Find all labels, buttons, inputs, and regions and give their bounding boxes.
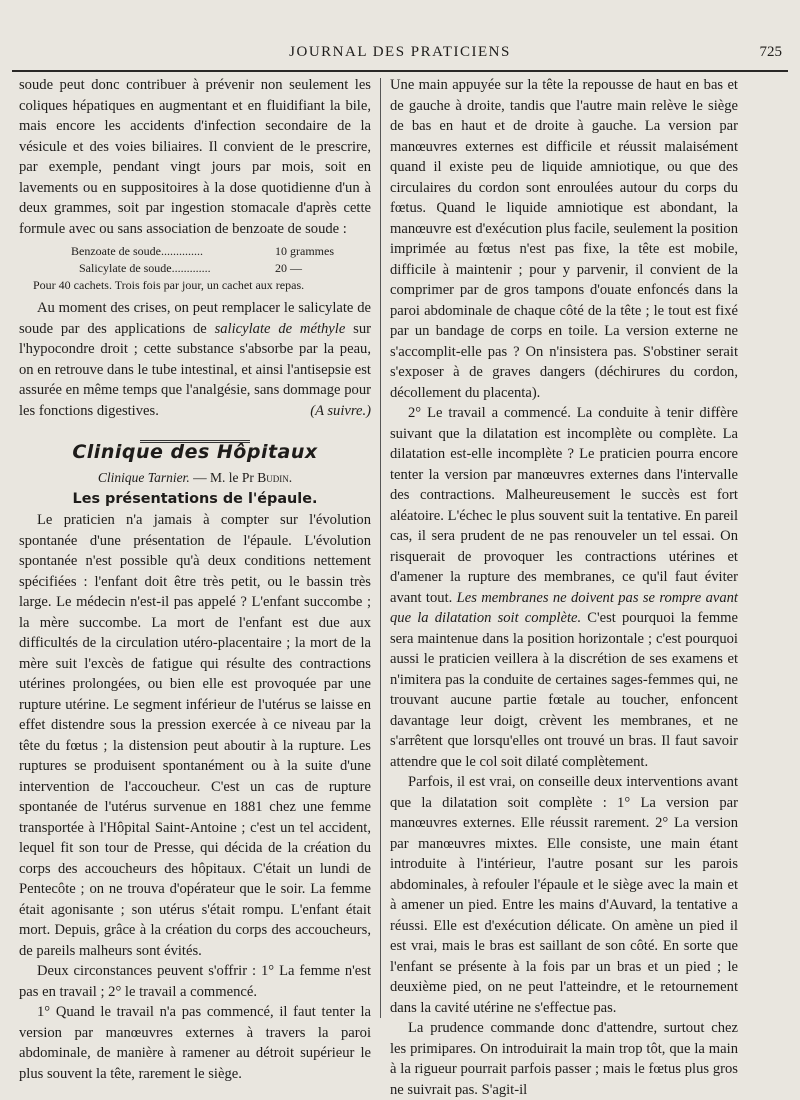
text-run: C'est pourquoi la femme sera maintenue dans la position horizontale ; c'est pourquoi aussi le praticien veillera à la discrétion de ses examens et n'imitera pas la conduite de certaines sages-femmes qui, ne trouvant aucune partie fœtale au toucher, enfoncent davantage leur doigt, crèvent les membranes, et ne s'arrêtent que lorsqu'elles ont trouvé un bras. Il faut savoir attendre que le col soit dilaté complètement.	[390, 610, 738, 770]
running-head	[0, 44, 800, 66]
paragraph-interventions: Parfois, il est vrai, on conseille deux interventions avant que la dilatation soit complète : 1° La version par manœuvres externes. Elle réussit rarement. 2° La version par manœuvres mixtes. Elle consiste, une main étant introduite à l'intérieur, l'autre posant sur les parois abdominales, à refouler l'épaule et le siège avec la main et à amener un pied. Entre les mains d'Auvard, la tentative a réussi. Elle est d'exécution délicate. On amène un pied il est vrai, mais le bras est saillant de son côté. En sorte que l'enfant se présente à la fois par un bras et un pied ; le deuxième pied, on ne peut l'atteindre, et le retournement dans la cavité utérine ne s'effectue pas.	[390, 774, 738, 1016]
byline	[19, 467, 371, 489]
left-column	[19, 75, 371, 1084]
text-run: Au moment des crises, on peut remplacer le salicylate de soude par des applications de	[19, 300, 371, 337]
formula-row-benzoate	[19, 243, 371, 260]
formula-row-salicylate	[19, 260, 371, 277]
to-be-continued: (A suivre.)	[310, 402, 371, 419]
paragraph-travail-pas-commence: 1° Quand le travail n'a pas commencé, il faut tenter la version par manœuvres externes à travers la paroi abdominale, de manière à ramener au détroit supérieur le plus souvent la tête, rarement le siège.	[19, 1004, 371, 1082]
article-subtitle: Les présentations de l'épaule.	[72, 491, 318, 507]
paragraph-evolution: Le praticien n'a jamais à compter sur l'évolution spontanée d'une présentation de l'épaule. L'évolution spontanée n'est possible qu'à deux conditions nettement spécifiées : l'enfant doit être très petit, ou le bassin très large. Le médecin n'est-il pas appelé ? L'enfant succombe ; la mère succombe. La mort de l'enfant est due aux difficultés de la circulation utéro-placentaire ; la mort de la mère suit l'excès de fatigue qui résulte des contractions utérines prolongées, ou bien elle est provoquée par une rupture utérine. Le segment inférieur de l'utérus se laisse en effet distendre sous la pression exercée à ce niveau par la tête du fœtus ; la distension peut aboutir à la rupture. Les ruptures se produisent spontanément ou à la suite d'une intervention de l'accoucheur. C'est un cas de rupture spontanée de l'utérus survenue en 1881 chez une femme transportée à l'Hôpital Saint-Antoine ; c'est un tel accident, lequel fit son tour de Presse, qui décida de la création du corps des accoucheurs des hôpitaux. C'était un lundi de Pentecôte ; on ne trouva d'opérateur que le soir. La femme était agonisante ; son utérus s'était rompu. L'enfant était mort. Depuis, grâce à la création du corps des accoucheurs, de pareils malheurs sont évités.	[19, 512, 371, 959]
clinic-name: Clinique Tarnier.	[97, 470, 190, 485]
paragraph-version-externe: Une main appuyée sur la tête la repousse de haut en bas et de gauche à droite, tandis que l'autre main relève le siège de bas en haut et de droite à gauche. La version par manœuvres externes est difficile et réussit malaisément quand il existe peu de liquide amniotique, ou que des circulaires du cordon sont enroulées autour du corps du fœtus. Quand le liquide amniotique est abondant, la manœuvre est d'exécution plus facile, seulement la position imprimée au fœtus n'est pas fixe, la tête est mobile, difficile à maintenir ; pour y parvenir, il convient de la comprimer par de gros tampons d'ouate enfoncés dans la paroi abdominale de chaque côté de la tête ; le tout est fixé par un bandage de corps en toile. La version externe ne s'accomplit-elle pas ? On n'insistera pas. S'obstiner serait s'exposer à de graves dangers (déchirures du cordon, décollement du placenta).	[390, 77, 738, 401]
header-rule	[12, 70, 788, 72]
prescription-formula	[19, 243, 371, 294]
formula-instructions: Pour 40 cachets. Trois fois par jour, un cachet aux repas.	[33, 278, 305, 292]
paragraph-circumstances: Deux circonstances peuvent s'offrir : 1° La femme n'est pas en travail ; 2° le travail a commencé.	[19, 963, 371, 1000]
formula-ingredient: Salicylate de soude.............	[79, 261, 211, 275]
text-run: 2° Le travail a commencé. La conduite à tenir diffère suivant que la dilatation est incomplète ou complète. La dilatation est-elle incomplète ? Le praticien pourra encore tenter la version par manœuvres externes dans l'intervalle des contractions. Malheureusement le succès est fort aléatoire. L'échec le plus souvent suit la tentative. En pareil cas, il sera prudent de ne pas renouveler un tel essai. On risquerait de provoquer les contractions utérines et d'amener la rupture des membranes, ce qu'il faut éviter avant tout.	[390, 405, 738, 606]
paragraph-crises	[19, 298, 371, 421]
journal-title: JOURNAL DES PRATICIENS	[289, 44, 511, 60]
text-run: sur l'hypocondre droit ; cette substance s'absorbe par la peau, on en retrouve dans le tube intestinal, et ainsi l'antisepsie est assurée en même temps que l'analgésie, sans dommage pour les fonctions digestives.	[19, 320, 371, 419]
right-column	[390, 75, 738, 1100]
paragraph-travail-commence	[390, 403, 738, 772]
section-title: Clinique des Hôpitaux	[72, 441, 318, 463]
formula-dose: 20 —	[275, 261, 302, 275]
section-divider	[19, 429, 371, 435]
column-divider	[380, 78, 381, 1018]
formula-ingredient: Benzoate de soude..............	[71, 244, 203, 258]
formula-dose: 10 grammes	[275, 244, 334, 258]
italic-term: salicylate de méthyle	[214, 320, 346, 337]
page-number: 725	[759, 44, 782, 60]
byline-text: — M. le Pr	[189, 470, 258, 485]
author-name: Budin.	[257, 470, 293, 485]
paragraph-prudence: La prudence commande donc d'attendre, surtout chez les primipares. On introduirait la main trop tôt, que la main à la rigueur pourrait parfois passer ; mais le fœtus plus gros ne suivrait pas. S'agit-il	[390, 1020, 738, 1098]
italic-emphasis: Les membranes ne doivent pas se rompre avant que la dilatation soit complète.	[390, 589, 738, 626]
paragraph-salicylate-intro: soude peut donc contribuer à prévenir non seulement les coliques hépatiques en augmentant et en fluidifiant la bile, mais encore les accidents d'infection secondaire de la vésicule et des voies biliaires. Il convient de le prescrire, par exemple, pendant vingt jours par mois, soit en lavements ou en suppositoires à la dose quotidienne d'un à deux grammes, soit par ingestion stomacale d'après cette formule avec ou sans association de benzoate de soude :	[19, 77, 371, 237]
